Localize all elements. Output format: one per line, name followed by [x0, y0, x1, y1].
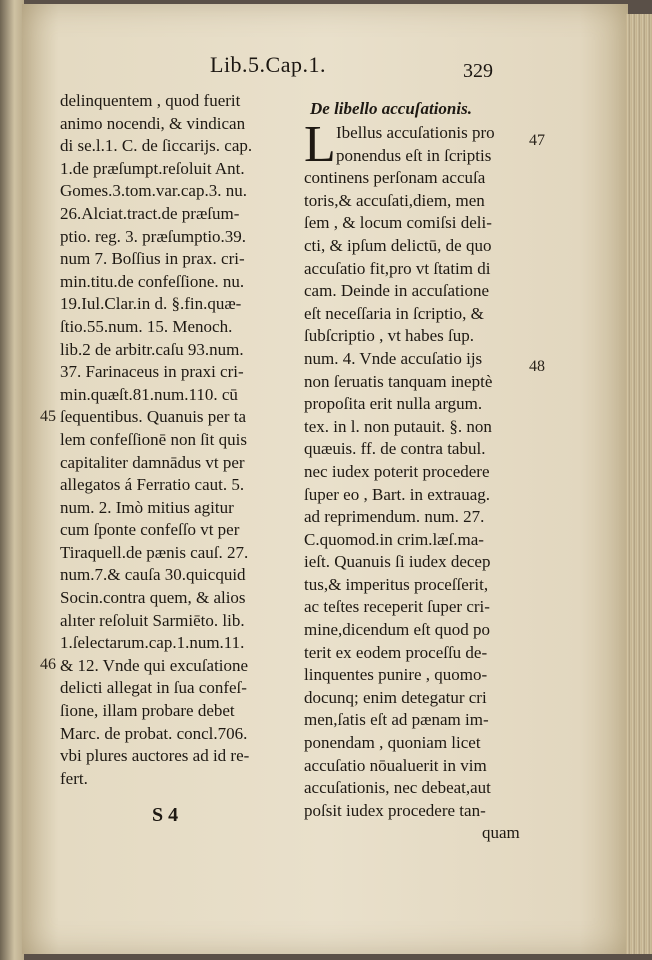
text-line: allegatos á Ferratio caut. 5.	[60, 475, 245, 495]
text-line: Ibellus accuſationis pro	[336, 123, 495, 142]
text-line: ptio. reg. 3. præſumptio.39.	[60, 226, 247, 246]
signature-mark: S 4	[152, 804, 179, 826]
text-line: num. 4. Vnde accuſatio ijs	[304, 348, 483, 368]
text-line: animo nocendi, & vindican	[60, 113, 246, 133]
text-line: cum ſponte confeſſo vt per	[60, 520, 240, 540]
text-line: non ſeruatis tanquam ineptè	[304, 371, 493, 391]
book-page-stack	[626, 14, 652, 954]
running-title: Lib.5.Cap.1.	[210, 52, 326, 77]
text-line: 19.Iul.Clar.in d. §.fin.quæ-	[60, 294, 242, 314]
text-line: continens perſonam accuſa	[304, 168, 486, 188]
text-line: accuſatio nōualuerit in vim	[304, 755, 487, 775]
text-line: mine,dicendum eſt quod po	[304, 620, 491, 640]
text-line: ieſt. Quanuis ſi iudex decep	[304, 552, 491, 572]
text-line: eſt neceſſaria in ſcriptio, &	[304, 303, 484, 323]
text-line: lem confeſſionē non ſit quis	[60, 429, 247, 449]
text-line: quæuis. ff. de contra tabul.	[304, 439, 486, 459]
text-line: lib.2 de arbitr.caſu 93.num.	[60, 339, 244, 359]
section-heading: De libello accuſationis.	[310, 99, 472, 118]
text-line: ſione, illam probare debet	[60, 701, 235, 721]
text-line: poſsit iudex procedere tan-	[304, 800, 486, 820]
left-column	[60, 90, 288, 790]
text-line: & 12. Vnde qui excuſatione	[60, 655, 249, 675]
text-line: men,ſatis eſt ad pænam im-	[304, 710, 489, 730]
book-left-edge	[0, 0, 24, 960]
text-line: cam. Deinde in accuſatione	[304, 281, 490, 301]
text-line: tex. in l. non putauit. §. non	[304, 416, 492, 436]
text-line: di se.l.1. C. de ſiccarijs. cap.	[60, 136, 253, 156]
text-line: ſtio.55.num. 15. Menoch.	[60, 316, 233, 336]
text-line: ſuper eo , Bart. in extrauag.	[304, 484, 490, 504]
text-line: ponendam , quoniam licet	[304, 733, 481, 753]
text-line: ponendus eſt in ſcriptis	[336, 145, 492, 165]
text-line: accuſationis, nec debeat,aut	[304, 778, 491, 798]
text-line: vbi plures auctores ad id re-	[60, 746, 250, 766]
page-number: 329	[463, 60, 493, 82]
right-column	[304, 116, 528, 845]
text-line: ad reprimendum. num. 27.	[304, 507, 485, 527]
text-line: tus,& imperitus proceſſerit,	[304, 574, 489, 594]
text-line: Tiraquell.de pænis cauſ. 27.	[60, 542, 249, 562]
margin-note-47: 47	[529, 132, 545, 149]
text-line: delicti allegat in ſua confeſ-	[60, 678, 247, 698]
text-line: terit ex eodem proceſſu de-	[304, 642, 488, 662]
text-line: accuſatio fit,pro vt ſtatim di	[304, 258, 491, 278]
text-line: docunq; enim detegatur cri	[304, 687, 487, 707]
text-line: linquentes punire , quomo-	[304, 665, 488, 685]
text-line: Marc. de probat. concl.706.	[60, 723, 248, 743]
text-line: ſem , & locum comiſsi deli-	[304, 213, 492, 233]
margin-note-45: 45	[40, 408, 56, 425]
text-line: ac teſtes receperit ſuper cri-	[304, 597, 490, 617]
text-line: 26.Alciat.tract.de præſum-	[60, 203, 240, 223]
text-line: C.quomod.in crim.læſ.ma-	[304, 529, 484, 549]
text-line: Gomes.3.tom.var.cap.3. nu.	[60, 181, 247, 201]
text-line: cti, & ipſum delictū, de quo	[304, 235, 492, 255]
text-line: toris,& accuſati,diem, men	[304, 190, 485, 210]
text-line: 37. Farinaceus in praxi cri-	[60, 362, 244, 382]
margin-note-46: 46	[40, 656, 56, 673]
margin-note-48: 48	[529, 358, 545, 375]
text-line: min.titu.de confeſſione. nu.	[60, 271, 245, 291]
text-line: Socin.contra quem, & alios	[60, 588, 246, 608]
text-line: nec iudex poterit procedere	[304, 461, 490, 481]
text-line: fert.	[60, 768, 88, 788]
text-line: ſequentibus. Quanuis per ta	[60, 407, 247, 427]
text-line: min.quæſt.81.num.110. cū	[60, 384, 238, 404]
drop-cap: L	[304, 116, 336, 173]
text-line: 1.ſelectarum.cap.1.num.11.	[60, 633, 245, 653]
text-line: num 7. Boſſius in prax. cri-	[60, 249, 245, 269]
text-line: ſubſcriptio , vt habes ſup.	[304, 326, 474, 346]
text-line: 1.de præſumpt.reſoluit Ant.	[60, 158, 245, 178]
text-line: propoſita erit nulla argum.	[304, 394, 483, 414]
catchword: quam	[482, 823, 520, 843]
text-line: num. 2. Imò mitius agitur	[60, 497, 234, 517]
text-line: num.7.& cauſa 30.quicquid	[60, 565, 246, 585]
text-line: delinquentem , quod fuerit	[60, 91, 241, 110]
text-line: alıter reſoluit Sarmiēto. lib.	[60, 610, 245, 630]
text-line: capitaliter damnādus vt per	[60, 452, 245, 472]
